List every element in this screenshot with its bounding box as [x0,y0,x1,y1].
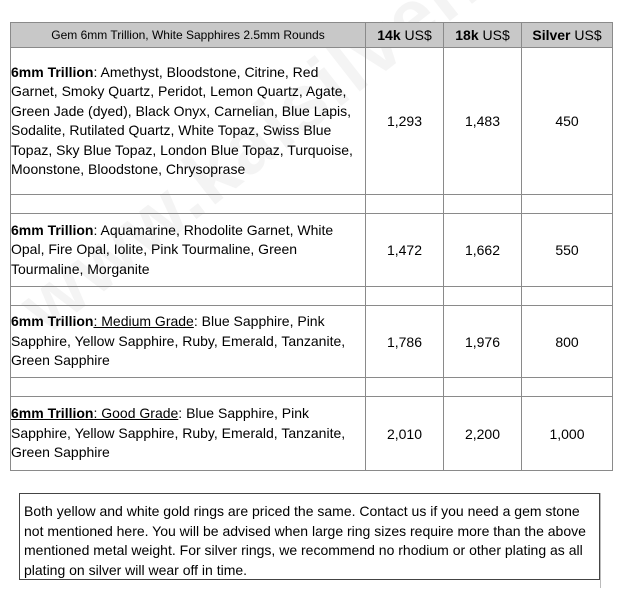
price-silver: 1,000 [522,397,613,471]
currency-label: US$ [482,27,510,43]
column-header-18k [444,23,522,48]
gem-list: : Blue Sapphire, Pink Sapphire, Yellow Sapphire, Ruby, Emerald, Tanzanite, Green Sapphire [11,405,346,461]
gem-list: : Aquamarine, Rhodolite Garnet, White Opal, Fire Opal, Iolite, Pink Tourmaline, Green Tourmaline, Morganite [11,221,334,277]
table-row [11,214,613,287]
spacer-row [11,378,613,397]
grade-label: : Medium Grade [93,313,194,330]
table-title: Gem 6mm Trillion, White Sapphires 2.5mm Rounds [11,23,366,48]
price-18k: 1,976 [444,306,522,378]
gem-description [11,397,366,471]
price-18k: 2,200 [444,397,522,471]
price-14k: 1,293 [366,48,444,195]
table-row [11,48,613,195]
column-header-14k [366,23,444,48]
size-label: 6mm Trillion [11,221,94,238]
size-label: 6mm Trillion [11,313,94,330]
column-header-silver [522,23,613,48]
table-row [11,397,613,471]
metal-label: 14k [377,27,401,43]
size-label: 6mm Trillion [11,405,94,422]
currency-label: US$ [574,27,602,43]
price-18k: 1,483 [444,48,522,195]
divider [600,493,601,588]
price-14k: 2,010 [366,397,444,471]
pricing-note: Both yellow and white gold rings are priced the same. Contact us if you need a gem stone not mentioned here. You will be advised when large ring sizes require more than the above mentioned metal weight. For silver rings, we recommend no rhodium or other plating as all plating on silver will wear off in time. [19,493,600,580]
metal-label: Silver [532,27,571,43]
price-silver: 450 [522,48,613,195]
gem-description [11,306,366,378]
table-row [11,306,613,378]
table-header-row [11,23,613,48]
grade-label: : Good Grade [93,405,179,422]
price-silver: 550 [522,214,613,287]
gem-list: : Blue Sapphire, Pink Sapphire, Yellow Sapphire, Ruby, Emerald, Tanzanite, Green Sapphire [11,313,346,369]
gem-description [11,214,366,287]
price-table [10,22,613,471]
currency-label: US$ [404,27,432,43]
gem-list: : Amethyst, Bloodstone, Citrine, Red Garnet, Smoky Quartz, Peridot, Lemon Quartz, Agate, Green Jade (dyed), Black Onyx, Carnelian, Blue Lapis, Sodalite, Rutilated Quartz, White Topaz, Swiss Blue Topaz, Sky Blue Topaz, London Blue Topaz, Turquoise, Moonstone, Bloodstone, Chrysoprase [11,63,353,177]
spacer-row [11,287,613,306]
spacer-row [11,195,613,214]
price-silver: 800 [522,306,613,378]
price-14k: 1,786 [366,306,444,378]
size-label: 6mm Trillion [11,63,94,80]
price-14k: 1,472 [366,214,444,287]
price-18k: 1,662 [444,214,522,287]
gem-description [11,48,366,195]
metal-label: 18k [455,27,479,43]
